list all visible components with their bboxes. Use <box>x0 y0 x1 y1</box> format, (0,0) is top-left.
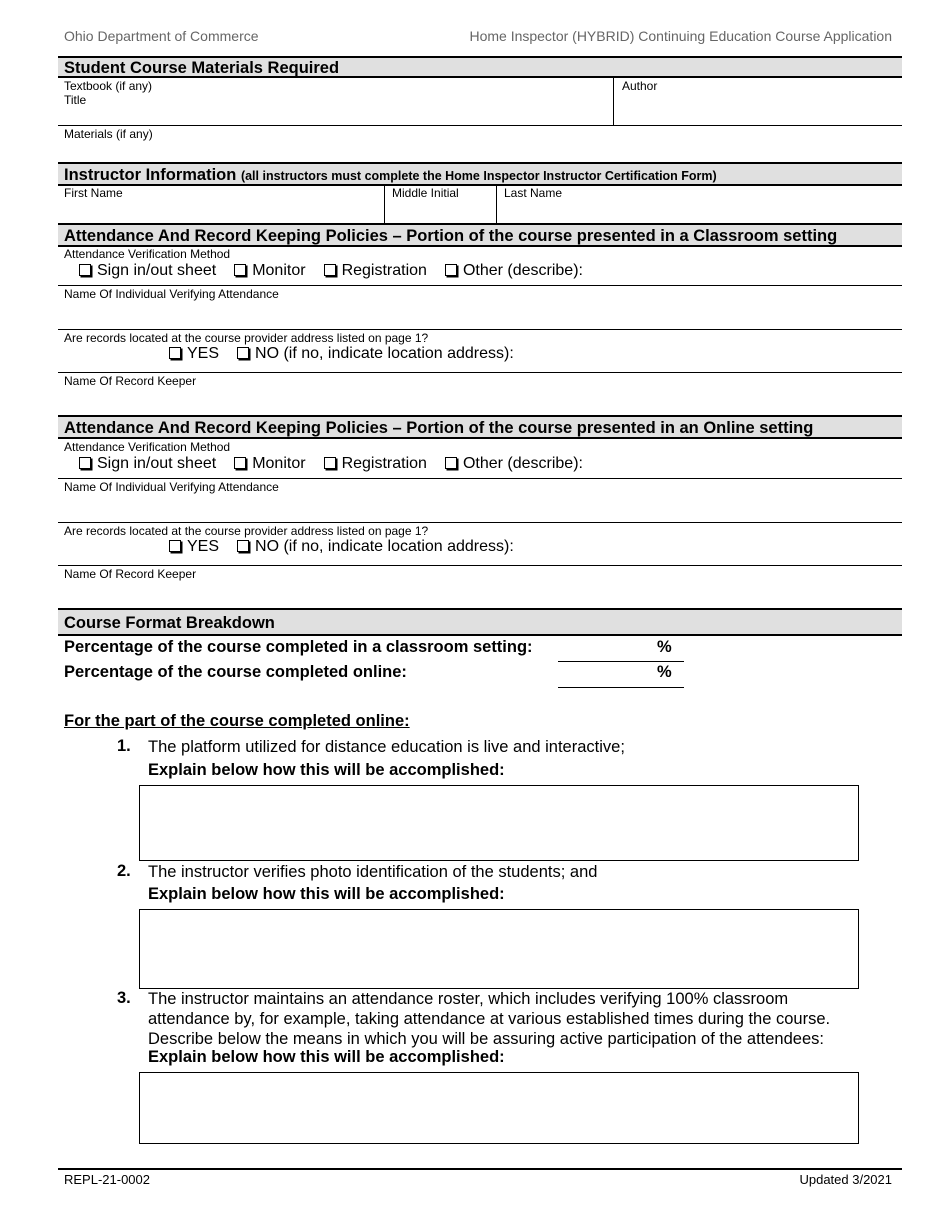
header-department: Ohio Department of Commerce <box>64 28 259 44</box>
materials-band <box>58 56 902 78</box>
checkbox-icon[interactable] <box>234 264 246 276</box>
online-rule-1 <box>58 478 902 479</box>
author-label: Author <box>622 79 658 93</box>
header-form-title: Home Inspector (HYBRID) Continuing Education Course Application <box>469 28 892 44</box>
footer-form-number: REPL-21-0002 <box>64 1172 150 1187</box>
checkbox-icon[interactable] <box>237 540 249 552</box>
online-percentage-sign: % <box>657 663 672 681</box>
item-3-number: 3. <box>117 989 131 1007</box>
instructor-band <box>58 162 902 186</box>
online-keeper-label: Name Of Record Keeper <box>64 567 197 581</box>
classroom-records-options <box>169 345 532 363</box>
item-3-explain: Explain below how this will be accomplished: <box>148 1048 505 1066</box>
materials-title: Student Course Materials Required <box>64 59 340 77</box>
classroom-percentage-label: Percentage of the course completed in a classroom setting: <box>64 638 533 656</box>
footer-updated: Updated 3/2021 <box>799 1172 892 1187</box>
item-2-explain: Explain below how this will be accomplished: <box>148 885 505 903</box>
item-2-number: 2. <box>117 862 131 880</box>
online-records-question: Are records located at the course provider address listed on page 1? <box>64 524 429 538</box>
title-label: Title <box>64 93 87 107</box>
classroom-option-signin[interactable]: Sign in/out sheet <box>79 262 216 279</box>
checkbox-icon[interactable] <box>79 264 91 276</box>
online-option-registration[interactable]: Registration <box>324 455 427 472</box>
classroom-records-question: Are records located at the course provider address listed on page 1? <box>64 331 429 345</box>
checkbox-icon[interactable] <box>234 457 246 469</box>
middle-initial-label: Middle Initial <box>392 186 459 200</box>
classroom-rule-1 <box>58 285 902 286</box>
first-name-label: First Name <box>64 186 123 200</box>
online-band <box>58 415 902 439</box>
item-2-answer-box[interactable] <box>139 909 859 989</box>
checkbox-icon[interactable] <box>445 457 457 469</box>
checkbox-icon[interactable] <box>324 264 336 276</box>
online-records-options <box>169 538 532 556</box>
classroom-percentage-sign: % <box>657 638 672 656</box>
online-records-yes[interactable]: YES <box>169 538 219 555</box>
materials-any-label: Materials (if any) <box>64 127 153 141</box>
format-band <box>58 608 902 636</box>
format-title: Course Format Breakdown <box>64 614 275 632</box>
classroom-title: Attendance And Record Keeping Policies – Portion of the course presented in a Classroom setting <box>64 227 838 245</box>
classroom-rule-3 <box>58 372 902 373</box>
checkbox-icon[interactable] <box>169 540 181 552</box>
classroom-method-options <box>79 262 601 280</box>
textbook-label: Textbook (if any) <box>64 79 153 93</box>
online-option-monitor[interactable]: Monitor <box>234 455 305 472</box>
classroom-band <box>58 223 902 247</box>
classroom-records-no[interactable]: NO (if no, indicate location address): <box>237 345 514 362</box>
item-3-answer-box[interactable] <box>139 1072 859 1144</box>
item-3-text: The instructor maintains an attendance roster, which includes verifying 100% classroom attendance by, for example, taking attendance at various established times during the course. Describe below the means in which you will be assuring active participation of the attendees: <box>148 990 831 1048</box>
instructor-divider-2 <box>496 186 497 223</box>
online-title: Attendance And Record Keeping Policies – Portion of the course presented in an Online setting <box>64 419 814 437</box>
online-method-label: Attendance Verification Method <box>64 440 231 454</box>
materials-divider <box>613 78 614 126</box>
checkbox-icon[interactable] <box>445 264 457 276</box>
online-option-other[interactable]: Other (describe): <box>445 455 583 472</box>
online-verifier-label: Name Of Individual Verifying Attendance <box>64 480 279 494</box>
online-option-signin[interactable]: Sign in/out sheet <box>79 455 216 472</box>
item-1-answer-box[interactable] <box>139 785 859 861</box>
checkbox-icon[interactable] <box>237 347 249 359</box>
classroom-option-registration[interactable]: Registration <box>324 262 427 279</box>
classroom-records-yes[interactable]: YES <box>169 345 219 362</box>
item-1-explain: Explain below how this will be accomplished: <box>148 761 505 779</box>
online-rule-2 <box>58 522 902 523</box>
online-method-options <box>79 455 601 473</box>
item-2-text: The instructor verifies photo identification of the students; and <box>148 863 598 881</box>
checkbox-icon[interactable] <box>79 457 91 469</box>
classroom-rule-2 <box>58 329 902 330</box>
online-records-no[interactable]: NO (if no, indicate location address): <box>237 538 514 555</box>
online-percentage-label: Percentage of the course completed online: <box>64 663 407 681</box>
classroom-option-other[interactable]: Other (describe): <box>445 262 583 279</box>
checkbox-icon[interactable] <box>324 457 336 469</box>
classroom-keeper-label: Name Of Record Keeper <box>64 374 197 388</box>
checkbox-icon[interactable] <box>169 347 181 359</box>
materials-rule <box>58 125 902 126</box>
footer-rule <box>58 1168 902 1170</box>
online-part-title: For the part of the course completed online: <box>64 712 410 730</box>
instructor-divider-1 <box>384 186 385 223</box>
last-name-label: Last Name <box>504 186 563 200</box>
classroom-option-monitor[interactable]: Monitor <box>234 262 305 279</box>
instructor-note: (all instructors must complete the Home Inspector Instructor Certification Form) <box>240 169 717 183</box>
item-1-text: The platform utilized for distance education is live and interactive; <box>148 738 625 756</box>
item-1-number: 1. <box>117 737 131 755</box>
classroom-percentage-field[interactable] <box>558 661 684 662</box>
classroom-method-label: Attendance Verification Method <box>64 247 231 261</box>
instructor-title: Instructor Information <box>64 166 237 184</box>
online-percentage-field[interactable] <box>558 687 684 688</box>
classroom-verifier-label: Name Of Individual Verifying Attendance <box>64 287 279 301</box>
online-rule-3 <box>58 565 902 566</box>
